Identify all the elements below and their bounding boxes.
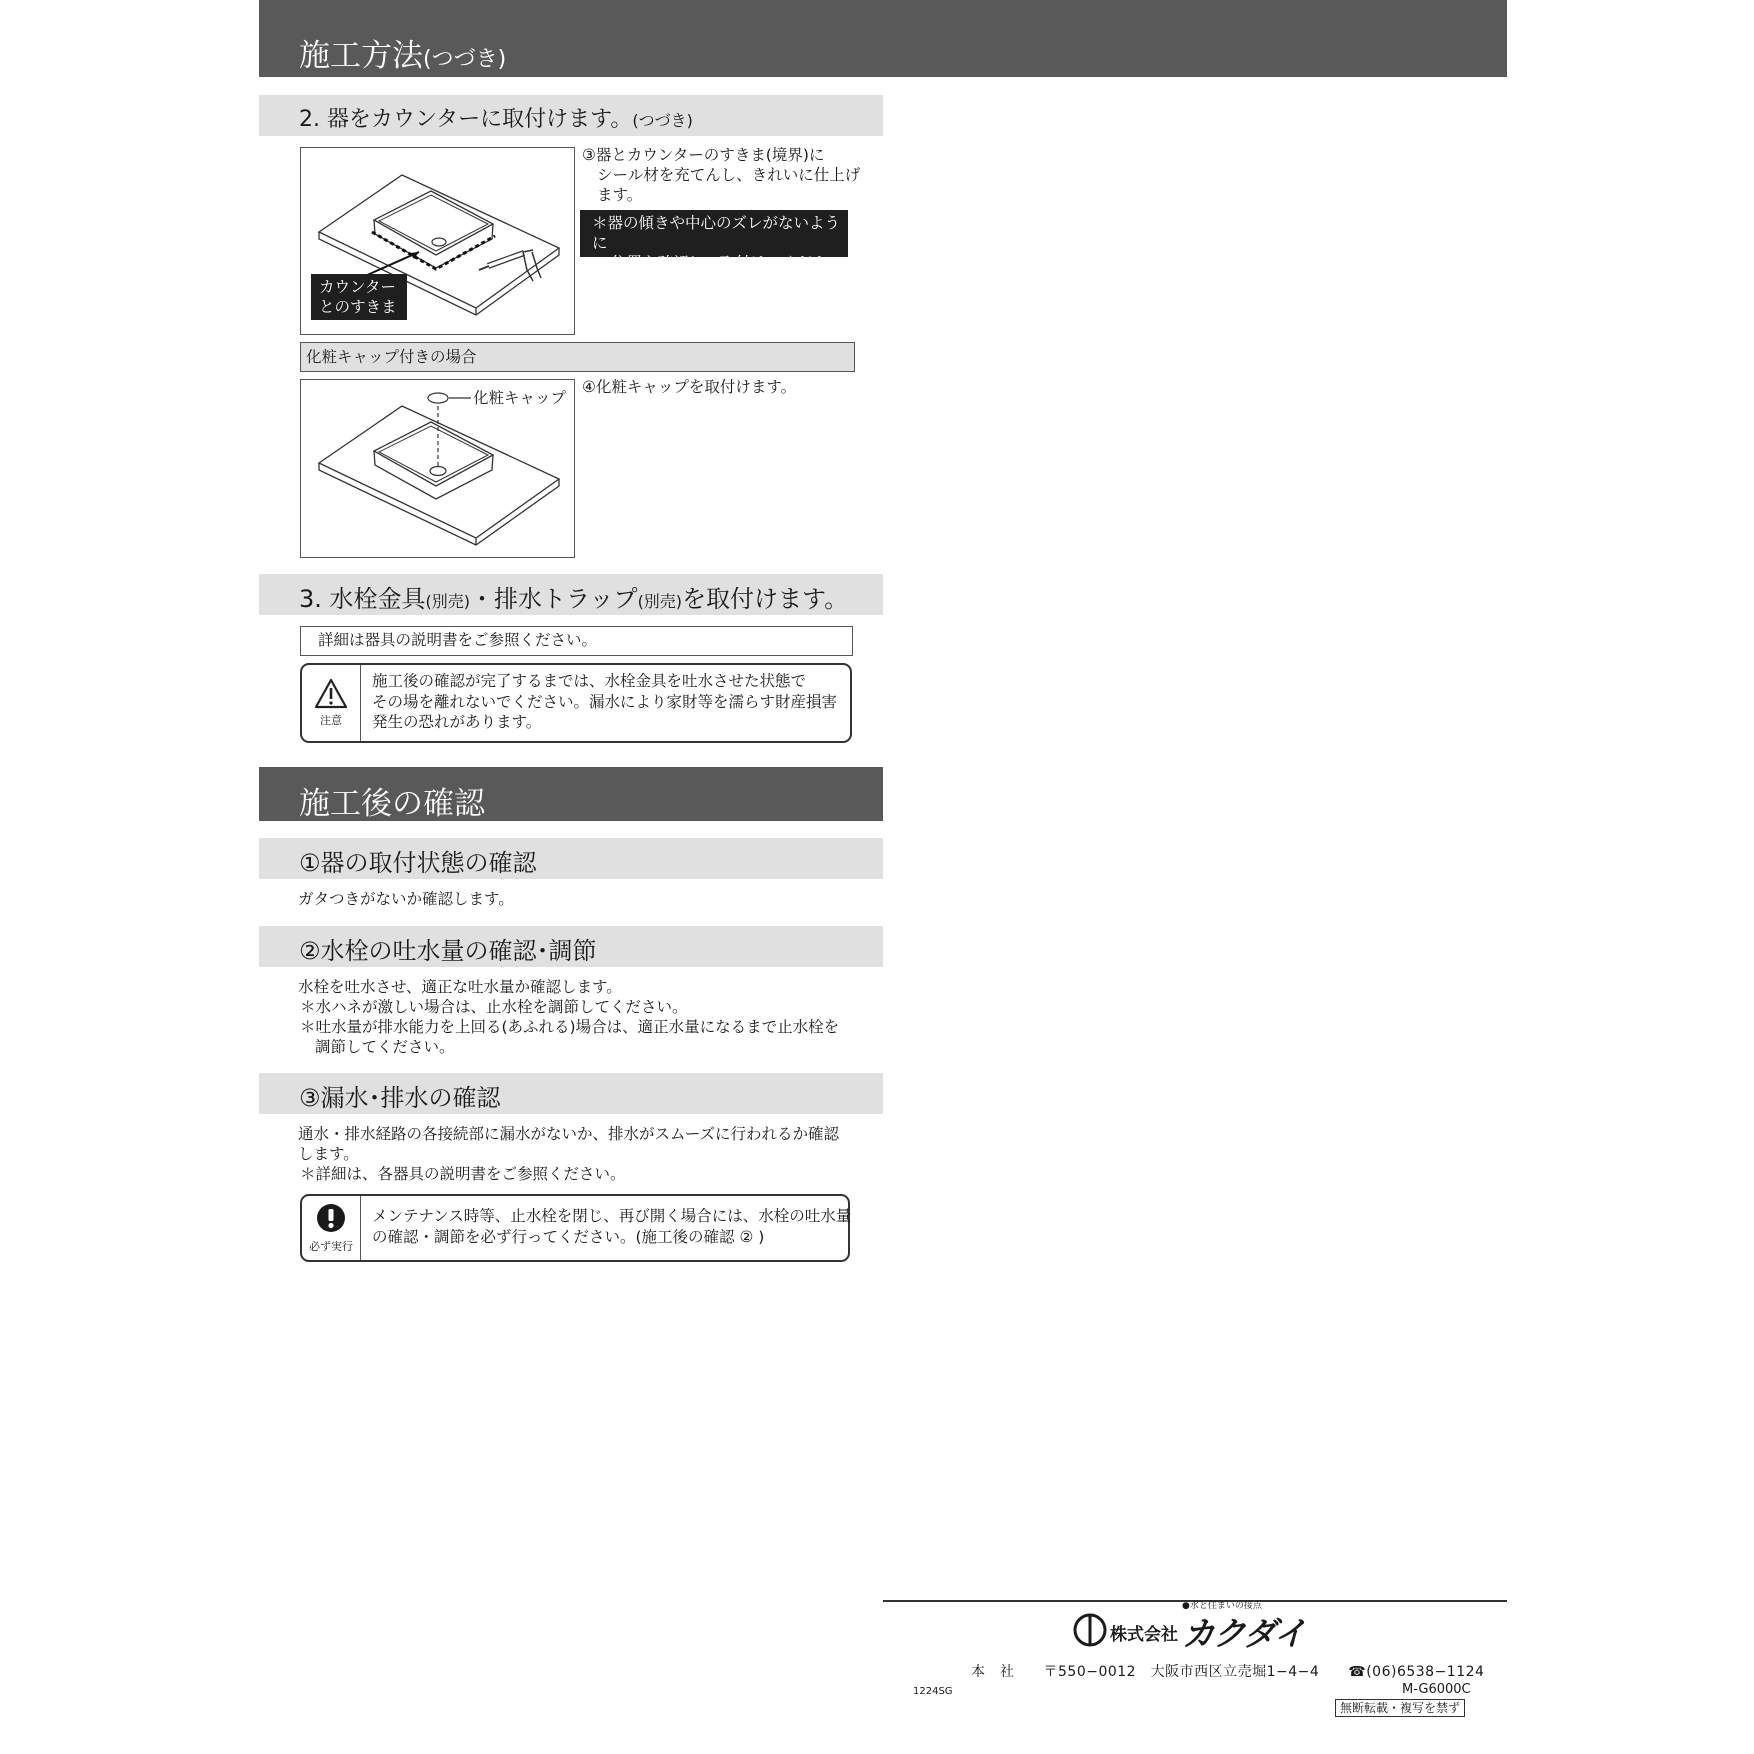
cap-label: 化粧キャップ: [473, 389, 567, 407]
instruction-3-line3: ます。: [597, 186, 643, 204]
check1-heading: ①器の取付状態の確認: [299, 849, 537, 877]
company-tagline: ●水と住まいの接点: [1182, 1601, 1262, 1611]
step3-heading: [299, 579, 848, 614]
step3-heading-sale2: (別売): [637, 592, 683, 611]
sealant-figure: [300, 147, 575, 335]
step2-heading-band: [259, 95, 883, 136]
detail-box: 詳細は器具の説明書をご参照ください。: [300, 626, 853, 656]
instruction-4: ④化粧キャップを取付けます。: [582, 378, 797, 396]
step3-heading-sale1: (別売): [425, 592, 471, 611]
after-check-title: 施工後の確認: [299, 786, 485, 822]
cap-figure: [300, 379, 575, 558]
exclamation-circle-icon: [302, 1202, 360, 1242]
check2-line2: ＊水ハネが激しい場合は、止水栓を調節してください。: [300, 998, 688, 1016]
gap-label: [311, 274, 407, 320]
page-title-sub: (つづき): [423, 47, 507, 72]
model-number: M-G6000C: [1402, 1682, 1471, 1697]
alignment-note: [580, 210, 848, 292]
caution-line3: 発生の恐れがあります。: [372, 713, 542, 731]
instruction-3: [582, 145, 860, 205]
check3-line2: します。: [298, 1145, 359, 1163]
page-title: [299, 30, 506, 75]
page-title-main: 施工方法: [299, 38, 423, 74]
company-logo: [1072, 1610, 1305, 1653]
must-do-text: [372, 1206, 851, 1247]
alignment-note-line2: 位置を確認して取付けてください。: [611, 254, 829, 292]
company-mark-icon: [1072, 1612, 1108, 1648]
check1-heading-band: [259, 838, 883, 879]
check3-line1: 通水・排水経路の各接続部に漏水がないか、排水がスムーズに行われるか確認: [298, 1125, 839, 1143]
step3-heading-part1: 3. 水栓金具: [299, 585, 426, 613]
check3-text: [298, 1124, 839, 1184]
caution-label: 注意: [320, 714, 342, 727]
check2-line3: ＊吐水量が排水能力を上回る(あふれる)場合は、適正水量になるまで止水栓を: [300, 1018, 840, 1036]
doc-code: 1224SG: [913, 1686, 953, 1697]
step2-heading-sub: (つづき): [632, 111, 693, 130]
header-bar: [259, 0, 1507, 77]
check3-line3: ＊詳細は、各器具の説明書をご参照ください。: [300, 1165, 626, 1183]
step2-heading-main: 2. 器をカウンターに取付けます。: [299, 107, 633, 132]
check2-line4: 調節してください。: [315, 1038, 455, 1056]
caution-icon-cell: [302, 665, 361, 741]
gap-label-line2: とのすきま: [319, 298, 397, 316]
company-address: 本 社 〒550−0012 大阪市西区立売堀1−4−4 ☎(06)6538−1124: [971, 1664, 1485, 1680]
copyright-notice: 無断転載・複写を禁ず: [1335, 1699, 1465, 1717]
step2-heading: [299, 102, 693, 133]
must-do-box: [300, 1194, 850, 1262]
instruction-3-line2: シール材を充てんし、きれいに仕上げ: [597, 166, 861, 184]
must-do-label: 必ず実行: [309, 1240, 353, 1253]
check2-heading-band: [259, 926, 883, 967]
caution-line2: その場を離れないでください。漏水により家財等を濡らす財産損害: [372, 692, 838, 711]
cap-case-box: 化粧キャップ付きの場合: [300, 342, 855, 372]
must-do-line1: メンテナンス時等、止水栓を閉じ、再び開く場合には、水栓の吐水量: [372, 1207, 852, 1225]
check2-text: [298, 977, 839, 1057]
check2-heading: ②水栓の吐水量の確認･調節: [299, 937, 597, 965]
after-check-bar: [259, 767, 883, 821]
caution-text: [372, 671, 837, 733]
step3-heading-part2: ・排水トラップ: [470, 585, 638, 613]
alignment-note-line1: ＊器の傾きや中心のズレがないように: [592, 214, 841, 252]
gap-label-line1: カウンター: [319, 278, 396, 296]
must-do-icon-cell: [302, 1196, 361, 1260]
instruction-3-line1: ③器とカウンターのすきま(境界)に: [582, 146, 825, 164]
step3-heading-band: [259, 574, 883, 615]
caution-box: [300, 663, 852, 743]
caution-line1: 施工後の確認が完了するまでは、水栓金具を吐水させた状態で: [372, 672, 807, 690]
company-prefix: 株式会社: [1110, 1625, 1178, 1645]
must-do-line2: の確認・調節を必ず行ってください。(施工後の確認 ② ): [372, 1227, 765, 1246]
company-name: カクダイ: [1182, 1614, 1305, 1653]
check2-line1: 水栓を吐水させ、適正な吐水量か確認します。: [298, 978, 622, 996]
check3-heading: ③漏水･排水の確認: [299, 1084, 501, 1112]
step3-heading-part3: を取付けます。: [682, 585, 849, 613]
check1-text: ガタつきがないか確認します。: [298, 890, 514, 908]
check3-heading-band: [259, 1073, 883, 1114]
